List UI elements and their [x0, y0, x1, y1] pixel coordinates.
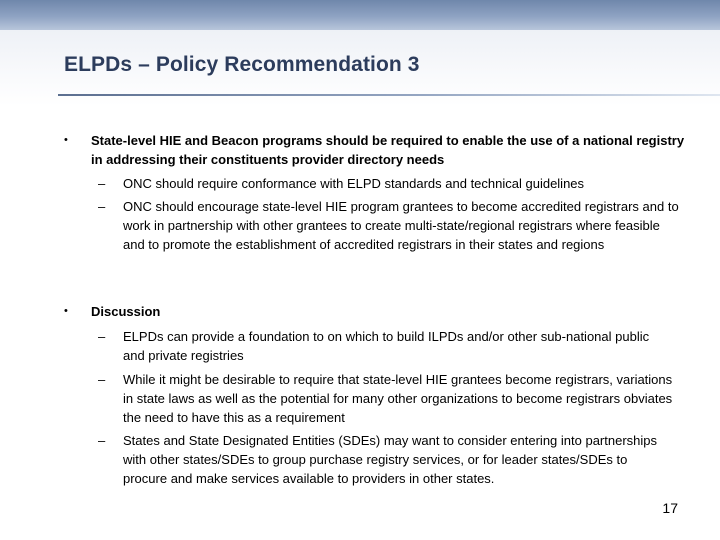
- bullet-item: [64, 302, 691, 321]
- dash-icon: –: [98, 176, 106, 191]
- bullet-text: State-level HIE and Beacon programs should be required to enable the use of a national registry in addressing their constituents provider directory needs: [91, 133, 685, 167]
- slide-title: ELPDs – Policy Recommendation 3: [64, 53, 420, 76]
- dash-icon: –: [98, 329, 106, 344]
- bullet-icon: •: [64, 305, 68, 317]
- sub-bullet-item: [98, 370, 681, 427]
- sub-bullet-text: ONC should encourage state-level HIE program grantees to become accredited registrars and to work in partnership with other grantees to create multi-state/regional registrars where feasible and to promote the establishment of accredited registrars in their states and regions: [123, 199, 679, 252]
- dash-icon: –: [98, 372, 106, 387]
- dash-icon: –: [98, 433, 106, 448]
- sub-bullet-item: [98, 327, 668, 365]
- page-number: 17: [662, 500, 678, 516]
- sub-bullet-item: [98, 197, 685, 254]
- sub-bullet-text: ELPDs can provide a foundation to on which to build ILPDs and/or other sub-national public and private registries: [123, 329, 650, 363]
- header-band: [0, 0, 720, 30]
- sub-bullet-text: While it might be desirable to require that state-level HIE grantees become registrars, variations in state laws as well as the potential for many other organizations to become registrars obviates the need to have this as a requirement: [123, 372, 673, 425]
- bullet-text: Discussion: [91, 304, 161, 319]
- sub-bullet-item: [98, 174, 693, 193]
- bullet-item: [64, 131, 691, 169]
- sub-bullet-text: States and State Designated Entities (SDEs) may want to consider entering into partnerships with other states/SDEs to group purchase registry services, or for leader states/SDEs to procure and make services available to providers in other states.: [123, 433, 658, 486]
- dash-icon: –: [98, 199, 106, 214]
- title-divider: [58, 94, 720, 96]
- sub-bullet-item: [98, 431, 671, 488]
- sub-bullet-text: ONC should require conformance with ELPD standards and technical guidelines: [123, 176, 585, 191]
- bullet-icon: •: [64, 134, 68, 146]
